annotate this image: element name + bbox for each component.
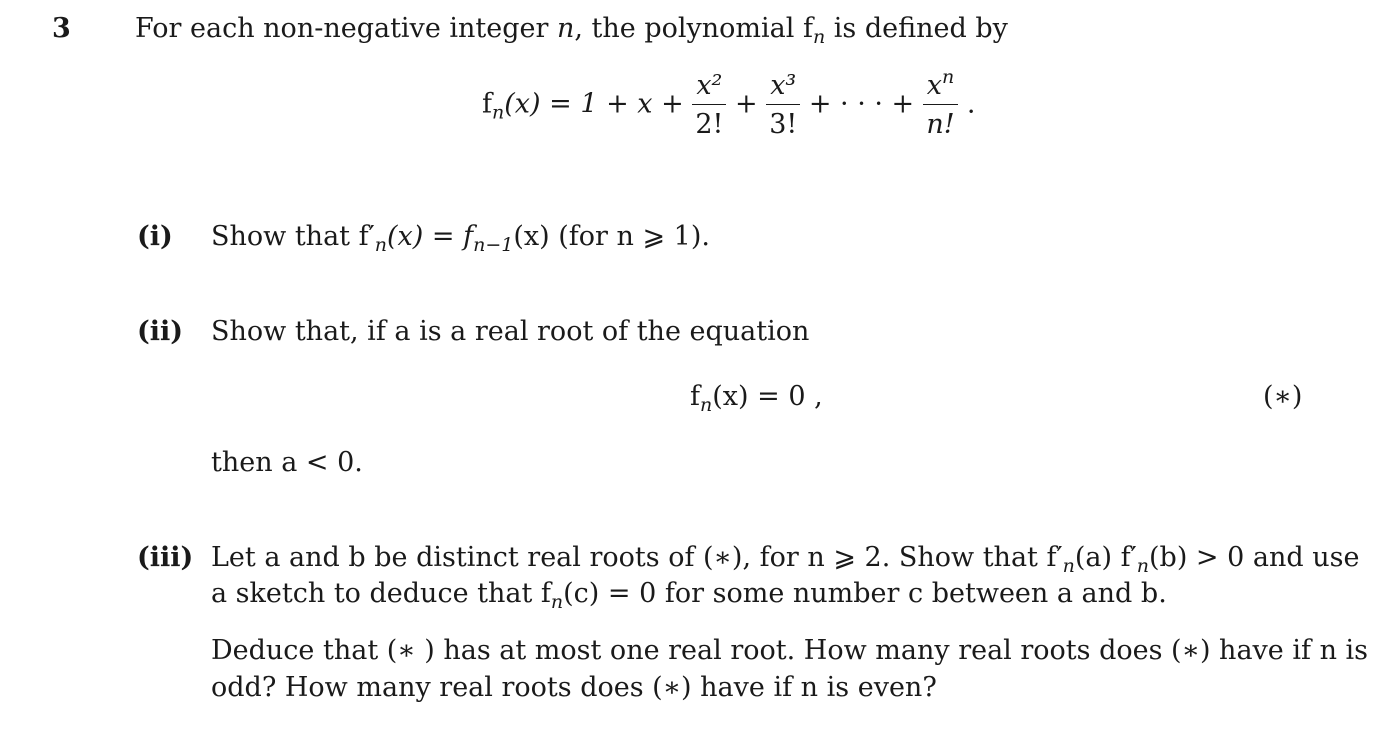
eq-lhs-rest: (x) = 1 + x +: [504, 88, 693, 120]
eq-rest: (x) = 0 ,: [712, 381, 823, 412]
eq-end: .: [958, 88, 976, 120]
part-iii-label: (iii): [137, 542, 194, 573]
sub-n: n: [550, 591, 564, 613]
prime-mark: ′: [1130, 542, 1137, 573]
question-number: 3: [52, 13, 71, 44]
part-ii-label: (ii): [137, 316, 184, 347]
frac-num: [923, 66, 958, 105]
prime-mark: ′: [1056, 542, 1063, 573]
equation-tag: (∗): [1263, 381, 1303, 412]
intro-text-c: is defined by: [825, 13, 1008, 44]
sub-n: n: [374, 234, 387, 256]
frac-den: 2!: [695, 109, 724, 140]
sub-n: n: [1136, 555, 1149, 577]
frac-x2-over-2fact: [692, 72, 726, 138]
part-ii-conclusion: then a < 0.: [211, 447, 363, 478]
eq-sub-n: n: [492, 101, 505, 124]
part-iii-line2: [211, 578, 1167, 613]
eq-plus: +: [726, 88, 767, 120]
frac-den: 3!: [769, 109, 798, 140]
sub-n: n: [1062, 555, 1075, 577]
part-iii-line1-b: (a) f: [1074, 542, 1131, 573]
intro-var-n: n: [556, 13, 575, 44]
main-equation: [482, 66, 976, 140]
frac-num-base: x: [926, 70, 942, 101]
frac-xn-over-nfact: [923, 66, 958, 140]
intro-text-a: For each non-negative integer: [135, 13, 557, 44]
part-ii-equation: [690, 381, 823, 416]
part-iii-para2-line1: Deduce that (∗ ) has at most one real root. How many real roots does (∗) have if n is: [211, 635, 1369, 666]
part-iii-line1: [211, 542, 1360, 577]
frac-num: x³: [766, 72, 800, 105]
part-iii-line2-b: (c) = 0 for some number c between a and b.: [563, 578, 1167, 609]
frac-num-exp: n: [941, 66, 955, 88]
part-iii-para2-line2: odd? How many real roots does (∗) have if n is even?: [211, 672, 937, 703]
part-ii-lead: Show that, if a is a real root of the equation: [211, 316, 810, 347]
frac-den: n!: [926, 109, 955, 140]
part-iii-line1-a: Let a and b be distinct real roots of (∗), for n ⩾ 2. Show that f: [211, 542, 1057, 573]
part-i-text-b: (x) = f: [387, 221, 474, 252]
part-i-text-c: (x) (for n ⩾ 1).: [513, 221, 710, 252]
frac-num: x²: [692, 72, 726, 105]
part-i-text-a: Show that f: [211, 221, 369, 252]
eq-ellipsis: + · · · +: [800, 88, 923, 120]
eq-sub-n: n: [700, 394, 713, 416]
part-iii-line2-a: a sketch to deduce that f: [211, 578, 551, 609]
eq-f: f: [690, 381, 700, 412]
frac-x3-over-3fact: [766, 72, 800, 138]
intro-text-b: , the polynomial f: [574, 13, 813, 44]
part-iii-line1-c: (b) > 0 and use: [1149, 542, 1360, 573]
intro-sub-n: n: [812, 26, 826, 48]
eq-f: f: [482, 88, 492, 120]
part-i-label: (i): [137, 221, 173, 252]
part-i-text: [211, 221, 710, 256]
question-intro: [135, 13, 1008, 48]
sub-n-minus-1: n−1: [473, 234, 514, 256]
prime-mark: ′: [368, 221, 375, 252]
